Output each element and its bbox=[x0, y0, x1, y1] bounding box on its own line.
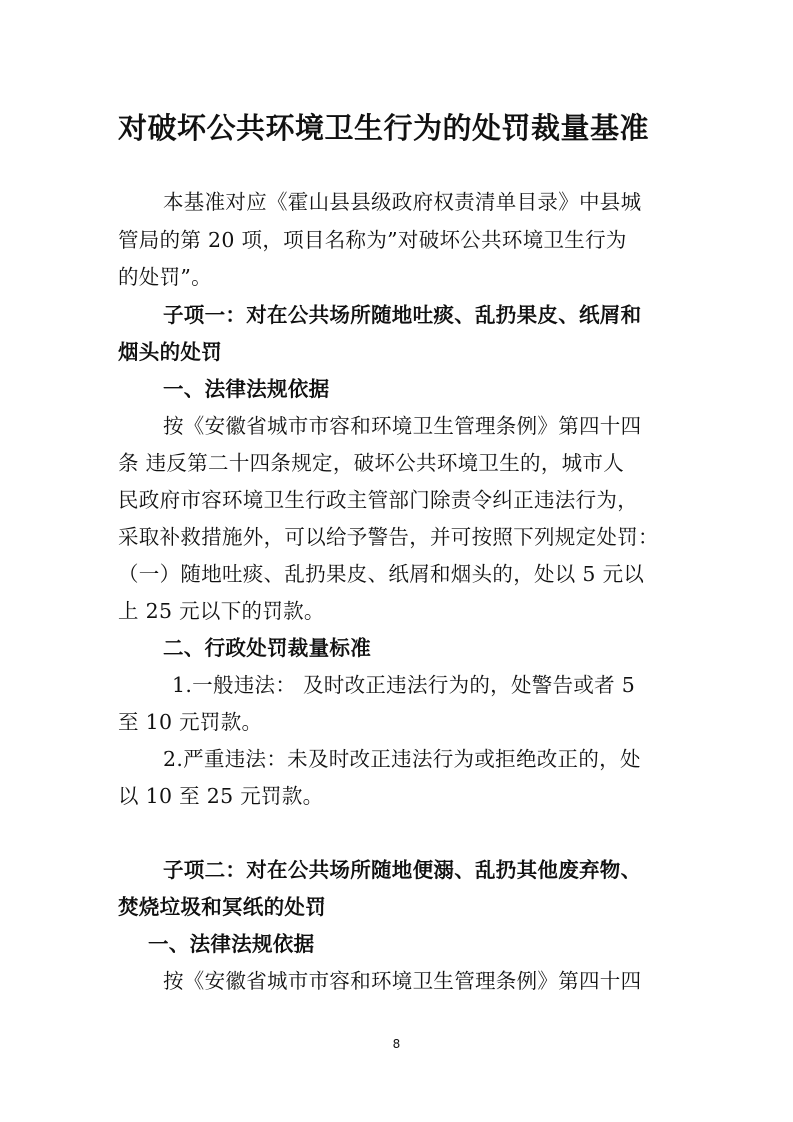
intro-line-1: 本基准对应《霍山县县级政府权责清单目录》中县城 bbox=[163, 190, 642, 214]
sub1-standard-line-1: 1.一般违法： 及时改正违法行为的，处警告或者 5 bbox=[172, 673, 636, 697]
sub2-heading-line-1: 子项二：对在公共场所随地便溺、乱扔其他废弃物、 bbox=[163, 858, 642, 882]
sub1-standard-line-4: 以 10 至 25 元罚款。 bbox=[118, 784, 324, 808]
sub2-heading-line-2: 焚烧垃圾和冥纸的处罚 bbox=[118, 895, 326, 919]
document-title: 对破坏公共环境卫生行为的处罚裁量基准 bbox=[118, 111, 650, 145]
sub1-legal-line-6: 上 25 元以下的罚款。 bbox=[118, 599, 325, 623]
sub1-heading-line-2: 烟头的处罚 bbox=[118, 340, 222, 364]
sub1-standard-line-2: 至 10 元罚款。 bbox=[118, 710, 263, 734]
sub1-legal-heading: 一、法律法规依据 bbox=[163, 377, 330, 401]
sub1-legal-line-3: 民政府市容环境卫生行政主管部门除责令纠正违法行为， bbox=[118, 488, 638, 512]
intro-line-2: 管局的第 20 项，项目名称为”对破坏公共环境卫生行为 bbox=[118, 228, 627, 252]
sub1-legal-line-4: 采取补救措施外，可以给予警告，并可按照下列规定处罚： bbox=[118, 525, 659, 549]
sub1-heading-line-1: 子项一：对在公共场所随地吐痰、乱扔果皮、纸屑和 bbox=[163, 303, 642, 327]
sub2-legal-line-1: 按《安徽省城市市容和环境卫生管理条例》第四十四 bbox=[163, 969, 642, 993]
sub1-standard-heading: 二、行政处罚裁量标准 bbox=[163, 636, 371, 660]
sub1-legal-line-5: （一）随地吐痰、乱扔果皮、纸屑和烟头的，处以 5 元以 bbox=[118, 562, 645, 586]
sub2-legal-heading: 一、法律法规依据 bbox=[148, 932, 315, 956]
page-number: 8 bbox=[392, 1037, 401, 1051]
intro-line-3: 的处罚”。 bbox=[118, 265, 212, 289]
sub1-legal-line-2: 条 违反第二十四条规定，破坏公共环境卫生的，城市人 bbox=[118, 451, 625, 475]
sub1-legal-line-1: 按《安徽省城市市容和环境卫生管理条例》第四十四 bbox=[163, 414, 642, 438]
sub1-standard-line-3: 2.严重违法：未及时改正违法行为或拒绝改正的，处 bbox=[163, 747, 641, 771]
